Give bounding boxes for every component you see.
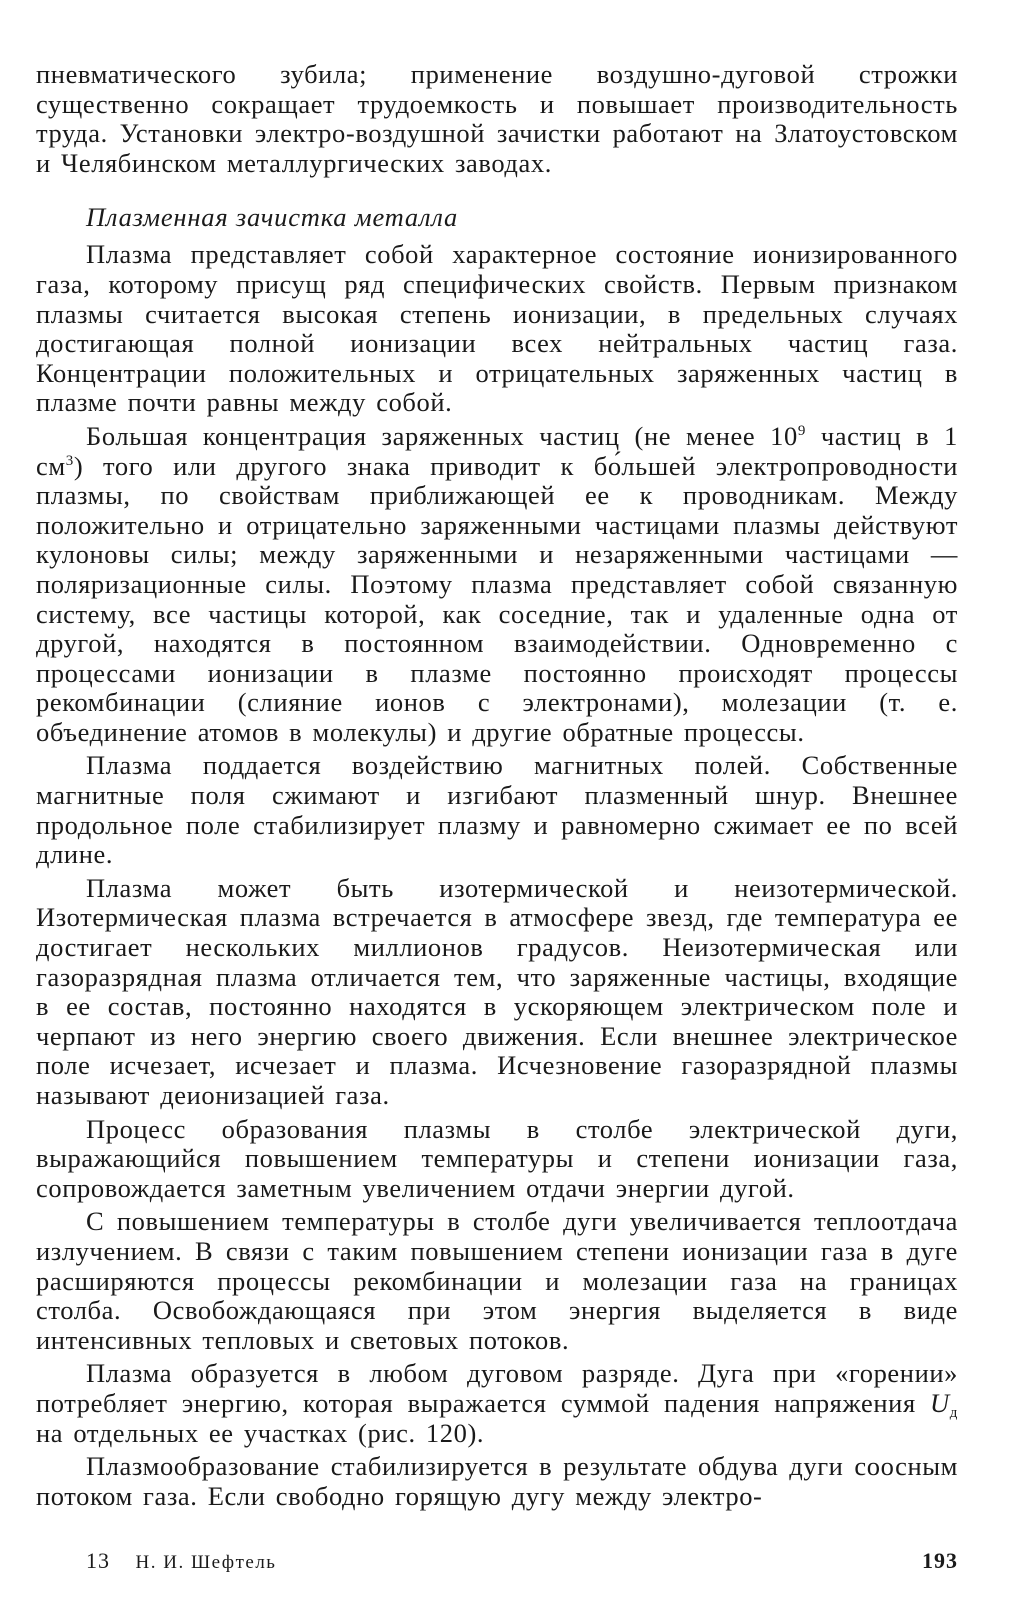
text-segment: ) того или другого знака приводит к бо́льшей электропроводности плазмы, по свойствам приближающей ее к проводникам. Между положительно и отрицательно заряженными частицами плазмы действуют кулоновы силы; между заряженными и незаряженными частицами — поляризационные силы. Поэтому плазма представляет собой связанную систему, все частицы которой, как соседние, так и удаленные одна от другой, находятся в постоянном взаимодействии. Одновременно с процессами ионизации в плазме постоянно происходят процессы рекомбинации (слияние ионов с электронами), молезации (т. е. объединение атомов в молекулы) и другие обратные процессы. <box>36 450 958 747</box>
paragraph-charge-concentration <box>36 422 958 748</box>
section-heading: Плазменная зачистка металла <box>86 202 459 233</box>
text-segment: Плазма образуется в любом дуговом разряде. Дуга при «горении» потребляет энергию, которая выражается суммой падения напряжения <box>36 1358 958 1418</box>
voltage-symbol: U <box>930 1387 950 1418</box>
subscript: д <box>949 1404 958 1421</box>
text-segment: на отдельных ее участках (рис. 120). <box>36 1417 485 1448</box>
paragraph-heat-transfer: С повышением температуры в столбе дуги увеличивается теплоотдача излучением. В связи с таким повышением степени ионизации газа в дуге расширяются процессы рекомбинации и молезации газа на границах столба. Освобождающаяся при этом энергия выделяется в виде интенсивных тепловых и световых потоков. <box>36 1206 958 1355</box>
paragraph-stabilization: Плазмообразование стабилизируется в результате обдува дуги соосным потоком газа. Если свободно горящую дугу между электро- <box>36 1451 958 1511</box>
page-footer <box>86 1547 958 1577</box>
paragraph-magnetic-fields: Плазма поддается воздействию магнитных полей. Собственные магнитные поля сжимают и изгибают плазменный шнур. Внешнее продольное поле стабилизирует плазму и равномерно сжимает ее по всей длине. <box>36 750 958 870</box>
text-segment: Большая концентрация заряженных частиц (не менее 10 <box>86 420 798 451</box>
author-name: Н. И. Шефтель <box>135 1552 277 1573</box>
text-segment: частиц в 1 см <box>36 420 958 481</box>
page-body <box>36 60 958 1511</box>
paragraph-arc-discharge <box>36 1359 958 1448</box>
superscript: 9 <box>797 422 806 439</box>
paragraph-arc-formation: Процесс образования плазмы в столбе электрической дуги, выражающийся повышением температуры и степени ионизации газа, сопровождается заметным увеличением отдачи энергии дугой. <box>36 1113 958 1203</box>
paragraph-isothermal: Плазма может быть изотермической и неизотермической. Изотермическая плазма встречается в атмосфере звезд, где температура ее достигает нескольких миллионов градусов. Неизотермическая или газоразрядная плазма отличается тем, что заряженные частицы, входящие в ее состав, постоянно находятся в ускоряющем электрическом поле и черпают из него энергию своего движения. Если внешнее электрическое поле исчезает, исчезает и плазма. Исчезновение газоразрядной плазмы называют деионизацией газа. <box>36 872 958 1110</box>
signature-mark: 13 <box>86 1548 110 1573</box>
paragraph-continuation: пневматического зубила; применение воздушно-дуговой строжки существенно сокращает трудоемкость и повышает производительность труда. Установки электро-воздушной зачистки работают на Златоустовском и Челябинском металлургических заводах. <box>36 59 958 178</box>
paragraph-plasma-definition: Плазма представляет собой характерное состояние ионизированного газа, которому присущ ряд специфических свойств. Первым признаком плазмы считается высокая степень ионизации, в предельных случаях достигающая полной ионизации всех нейтральных частиц газа. Концентрации положительных и отрицательных заряженных частиц в плазме почти равны между собой. <box>36 239 958 418</box>
page-number: 193 <box>922 1548 958 1573</box>
superscript: 3 <box>65 452 74 469</box>
